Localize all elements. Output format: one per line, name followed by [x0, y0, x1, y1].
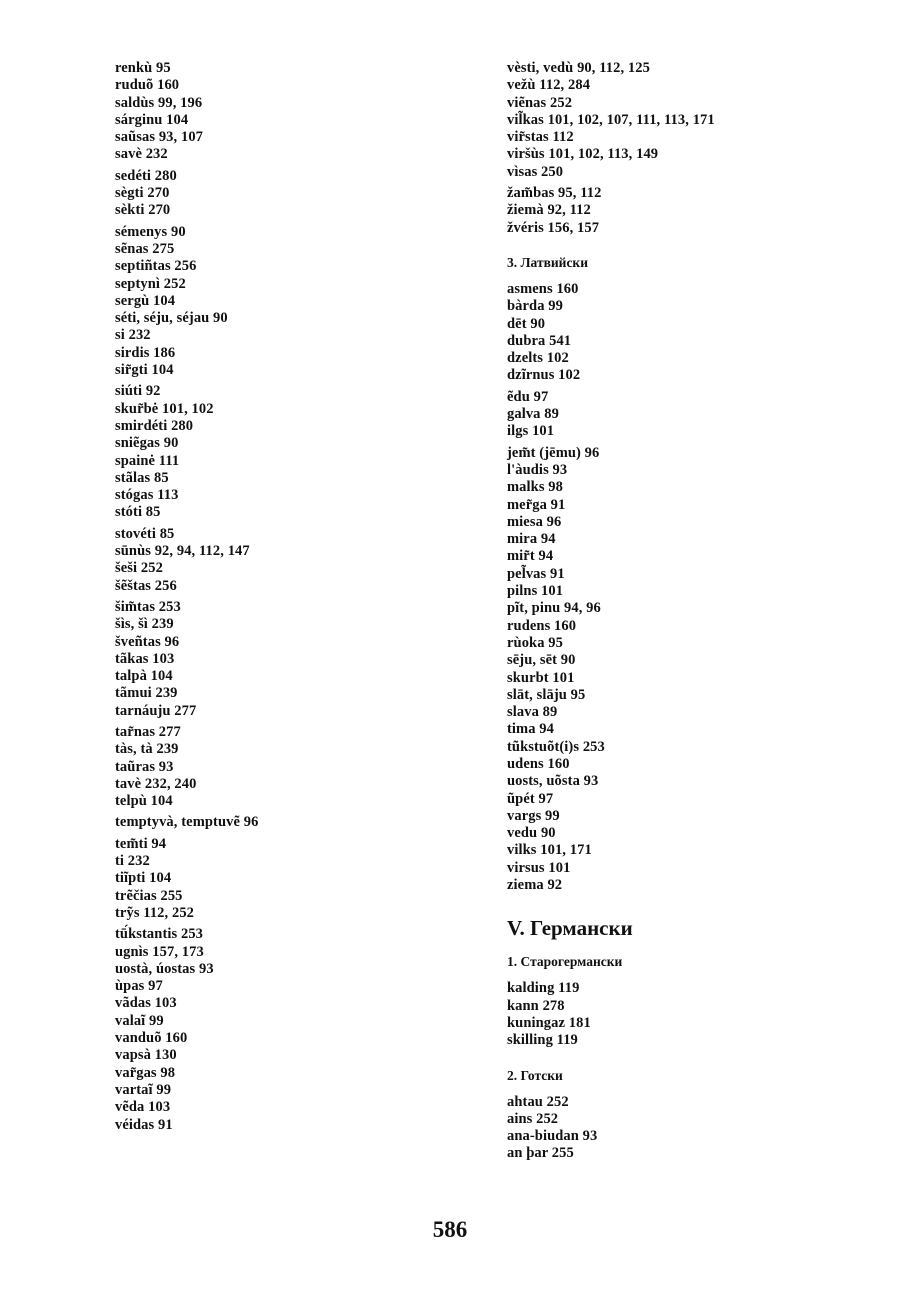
index-entry: tàs, tà 239 [115, 741, 179, 758]
index-entry: pilns 101 [507, 583, 564, 600]
index-entry: savè 232 [115, 146, 168, 163]
gothic-heading: 2. Готски [507, 1067, 563, 1083]
index-entry: žiemà 92, 112 [507, 202, 591, 219]
index-entry: miesa 96 [507, 513, 562, 530]
index-entry: vartaĩ 99 [115, 1081, 172, 1098]
index-entry: saldùs 99, 196 [115, 94, 203, 111]
index-entry: tavè 232, 240 [115, 775, 197, 792]
index-entry: mira 94 [507, 531, 556, 548]
index-entry: skilling 119 [507, 1032, 578, 1049]
index-entry: tiĩpti 104 [115, 870, 172, 887]
index-entry: renkù 95 [115, 60, 171, 76]
index-entry: vanduõ 160 [115, 1030, 188, 1047]
index-entry: udens 160 [507, 755, 570, 772]
index-entry: vilks 101, 171 [507, 842, 592, 859]
entry-group [507, 185, 887, 237]
index-entry: stovéti 85 [115, 525, 175, 542]
index-entry: ùpas 97 [115, 978, 163, 995]
index-entry: galva 89 [507, 406, 559, 423]
index-entry: pel̃vas 91 [507, 565, 565, 582]
index-entry: dēt 90 [507, 315, 546, 332]
index-entry: stógas 113 [115, 487, 179, 504]
index-entry: si 232 [115, 327, 151, 344]
entry-group [115, 926, 475, 1134]
index-entry: kalding 119 [507, 980, 580, 997]
index-entry: trẽčias 255 [115, 887, 183, 904]
index-entry: vèsti, vedù 90, 112, 125 [507, 60, 650, 76]
index-entry: sedéti 280 [115, 167, 177, 184]
entry-group [115, 814, 475, 831]
index-entry: septynì 252 [115, 275, 186, 292]
index-entry: ana-biudan 93 [507, 1128, 598, 1145]
right-column [507, 60, 887, 1163]
old-germanic-heading: 1. Старогермански [507, 954, 623, 970]
index-entry: slāt, slāju 95 [507, 686, 586, 703]
index-entry: spainė 111 [115, 452, 180, 469]
index-entry: sergù 104 [115, 292, 176, 309]
index-entry: an þar 255 [507, 1145, 574, 1162]
index-entry: žvéris 156, 157 [507, 219, 600, 236]
index-entry: sègti 270 [115, 185, 170, 202]
right-top-entries [507, 60, 887, 237]
index-entry: dubra 541 [507, 332, 572, 349]
entry-group [507, 60, 887, 181]
entry-group [115, 224, 475, 380]
index-entry: tũkstuõt(i)s 253 [507, 738, 605, 755]
gothic-entries [507, 1094, 887, 1163]
index-entry: septiñtas 256 [115, 258, 197, 275]
index-entry: tima 94 [507, 721, 555, 738]
index-entry: malks 98 [507, 479, 563, 496]
index-entry: uostà, úostas 93 [115, 960, 214, 977]
index-entry: rudens 160 [507, 617, 577, 634]
page-number: 586 [432, 1217, 468, 1242]
index-entry: véidas 91 [115, 1116, 173, 1133]
entry-group [115, 599, 475, 720]
index-entry: stóti 85 [115, 504, 161, 521]
index-entry: vedu 90 [507, 825, 556, 842]
index-entry: tem̃ti 94 [115, 835, 167, 852]
index-entry: skur̃bė 101, 102 [115, 400, 214, 417]
index-entry: mer̃ga 91 [507, 496, 566, 513]
index-entry: saũsas 93, 107 [115, 129, 204, 146]
index-entry: skurbt 101 [507, 669, 575, 686]
index-entry: šveñtas 96 [115, 633, 180, 650]
entry-group [507, 445, 887, 895]
index-entry: šẽštas 256 [115, 577, 177, 594]
index-entry: slava 89 [507, 704, 558, 721]
index-entry: ahtau 252 [507, 1093, 569, 1110]
index-entry: l'àudis 93 [507, 461, 568, 478]
index-entry: trỹs 112, 252 [115, 904, 195, 921]
index-entry: sniẽgas 90 [115, 435, 179, 452]
entry-group [507, 281, 887, 385]
index-entry: kann 278 [507, 997, 565, 1014]
index-entry: siúti 92 [115, 383, 161, 400]
entry-group [115, 60, 475, 164]
index-entry: vil̃kas 101, 102, 107, 111, 113, 171 [507, 111, 715, 128]
index-entry: vìsas 250 [507, 163, 564, 180]
index-entry: séti, séju, séjau 90 [115, 310, 228, 327]
index-entry: tãkas 103 [115, 650, 175, 667]
index-entry: tãmui 239 [115, 685, 178, 702]
index-entry: sẽnas 275 [115, 240, 175, 257]
index-entry: bàrda 99 [507, 298, 563, 315]
index-entry: šìs, šì 239 [115, 616, 174, 633]
entry-group [115, 383, 475, 521]
index-entry: taũras 93 [115, 758, 174, 775]
index-entry: ruduõ 160 [115, 77, 180, 94]
index-entry: viẽnas 252 [507, 94, 573, 111]
entry-group [115, 526, 475, 595]
index-entry: mir̃t 94 [507, 548, 554, 565]
index-entry: tar̃nas 277 [115, 723, 181, 740]
index-entry: sūnùs 92, 94, 112, 147 [115, 543, 250, 560]
index-entry: vežù 112, 284 [507, 77, 591, 94]
index-entry: smirdéti 280 [115, 417, 194, 434]
index-entry: virsus 101 [507, 859, 571, 876]
index-entry: dzĩrnus 102 [507, 367, 581, 384]
index-entry: vẽda 103 [115, 1099, 171, 1116]
index-entry: ziema 92 [507, 877, 563, 894]
index-entry: valaĩ 99 [115, 1012, 164, 1029]
entry-group [115, 836, 475, 922]
index-entry: dzelts 102 [507, 350, 569, 367]
left-column [115, 60, 475, 1138]
index-entry: sirdis 186 [115, 344, 176, 361]
entry-group [115, 724, 475, 810]
index-entry: vir̃stas 112 [507, 129, 574, 146]
index-entry: žam̃bas 95, 112 [507, 185, 602, 202]
index-entry: ti 232 [115, 853, 150, 870]
old-germanic-entries [507, 980, 887, 1049]
index-entry: rùoka 95 [507, 634, 563, 651]
index-entry: pĩt, pinu 94, 96 [507, 600, 601, 617]
index-entry: tū́kstantis 253 [115, 926, 204, 943]
index-entry: vargs 99 [507, 807, 560, 824]
index-entry: viršùs 101, 102, 113, 149 [507, 146, 659, 163]
index-entry: šim̃tas 253 [115, 598, 181, 615]
index-entry: telpù 104 [115, 793, 173, 810]
index-entry: stãlas 85 [115, 469, 169, 486]
index-entry: šeši 252 [115, 560, 163, 577]
index-entry: vapsà 130 [115, 1047, 177, 1064]
entry-group [115, 168, 475, 220]
index-entry: var̃gas 98 [115, 1064, 176, 1081]
index-entry: tarnáuju 277 [115, 702, 197, 719]
index-entry: talpà 104 [115, 668, 173, 685]
index-entry: uosts, uõsta 93 [507, 773, 599, 790]
index-entry: sémenys 90 [115, 223, 186, 240]
index-entry: ilgs 101 [507, 423, 555, 440]
index-entry: sèkti 270 [115, 202, 171, 219]
index-entry: ains 252 [507, 1110, 559, 1127]
index-entry: sárginu 104 [115, 111, 189, 128]
index-entry: sir̃gti 104 [115, 362, 174, 379]
index-entry: ũpét 97 [507, 790, 554, 807]
index-entry: vãdas 103 [115, 995, 177, 1012]
index-entry: ugnìs 157, 173 [115, 943, 204, 960]
entry-group [507, 389, 887, 441]
index-entry: ẽdu 97 [507, 388, 549, 405]
index-entry: temptyvà, temptuvẽ 96 [115, 814, 259, 831]
index-entry: sēju, sēt 90 [507, 652, 576, 669]
latvian-heading: 3. Латвийски [507, 254, 588, 270]
latvian-entries [507, 281, 887, 894]
germanic-heading: V. Германски [507, 916, 633, 941]
index-entry: kuningaz 181 [507, 1014, 591, 1031]
index-entry: jem̃t (jēmu) 96 [507, 444, 600, 461]
index-entry: asmens 160 [507, 280, 579, 297]
